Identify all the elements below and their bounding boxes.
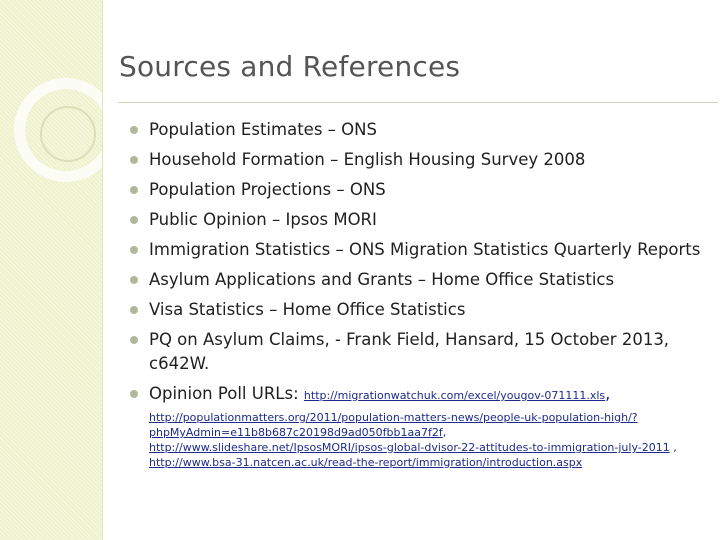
bullet-icon <box>130 186 138 194</box>
list-item <box>130 268 716 292</box>
list-item-opinion-poll <box>130 382 716 470</box>
list-item <box>130 238 716 262</box>
list-item <box>130 118 716 142</box>
link-separator: , <box>442 426 447 439</box>
link-yougov[interactable]: http://migrationwatchuk.com/excel/yougov-071111.xls <box>303 389 606 402</box>
list-item-text: Population Estimates – ONS <box>149 120 377 139</box>
list-item-text: Household Formation – English Housing Survey 2008 <box>149 150 586 169</box>
bullet-icon <box>130 336 138 344</box>
bullet-icon <box>130 390 138 398</box>
list-item-text: PQ on Asylum Claims, - Frank Field, Hansard, 15 October 2013, c642W. <box>149 330 670 373</box>
list-item <box>130 178 716 202</box>
list-item-text: Population Projections – ONS <box>149 180 386 199</box>
link-separator: , <box>673 441 677 454</box>
decorative-sidebar <box>0 0 103 540</box>
link-slideshare[interactable]: http://www.slideshare.net/IpsosMORI/ipsos-global-dvisor-22-attitudes-to-immigration-july-2011 <box>149 441 670 454</box>
list-item <box>130 208 716 232</box>
list-item <box>130 328 716 376</box>
list-item-text: Asylum Applications and Grants – Home Office Statistics <box>149 270 615 289</box>
bullet-icon <box>130 156 138 164</box>
bullet-icon <box>130 246 138 254</box>
link-populationmatters[interactable]: http://populationmatters.org/2011/population-matters-news/people-uk-population-high/?phpMyAdmin=e11b8b687c20198d9ad050fbb1aa7f2f <box>149 411 638 439</box>
bullet-icon <box>130 276 138 284</box>
references-list <box>130 118 716 476</box>
link-separator: , <box>605 384 611 403</box>
list-item-text: Visa Statistics – Home Office Statistics <box>149 300 466 319</box>
opinion-poll-line <box>149 382 716 408</box>
slide-title: Sources and References <box>119 50 461 83</box>
list-item <box>130 148 716 172</box>
bullet-icon <box>130 126 138 134</box>
bullet-icon <box>130 306 138 314</box>
title-divider <box>118 102 718 103</box>
list-item-text: Immigration Statistics – ONS Migration Statistics Quarterly Reports <box>149 240 701 259</box>
bullet-icon <box>130 216 138 224</box>
opinion-poll-label: Opinion Poll URLs: <box>149 384 299 403</box>
list-item-text: Public Opinion – Ipsos MORI <box>149 210 377 229</box>
link-natcen[interactable]: http://www.bsa-31.natcen.ac.uk/read-the-report/immigration/introduction.aspx <box>149 456 583 469</box>
decorative-inner-ring-icon <box>40 106 96 162</box>
opinion-poll-links <box>149 410 716 470</box>
list-item <box>130 298 716 322</box>
